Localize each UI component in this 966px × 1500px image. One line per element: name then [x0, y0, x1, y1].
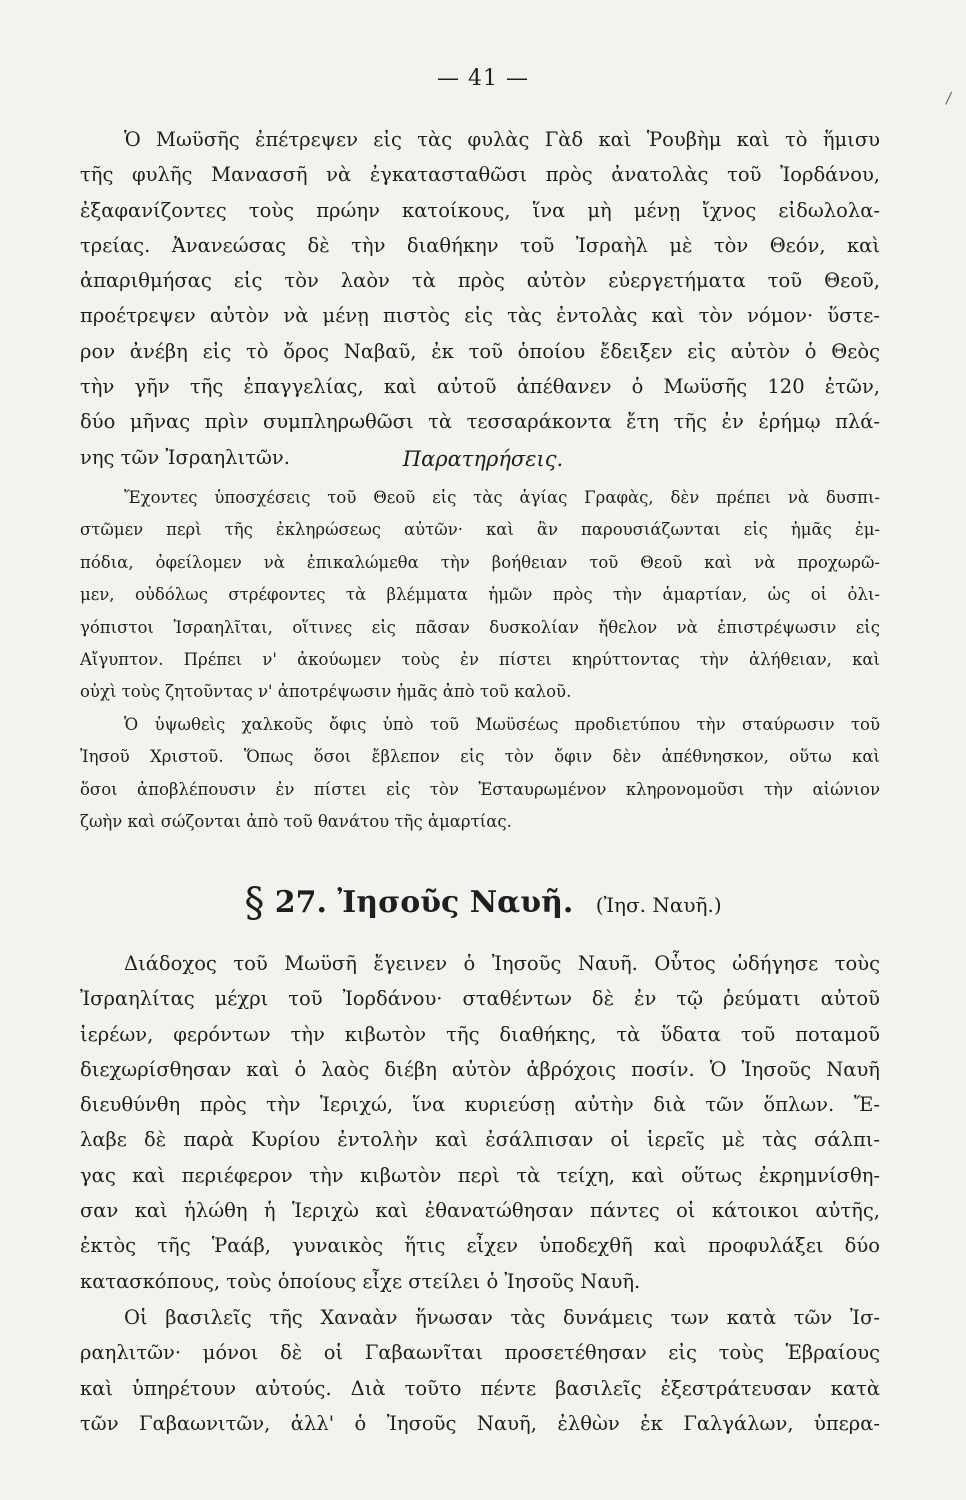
text-line: Αἴγυπτον. Πρέπει ν' ἀκούωμεν τοὺς ἐν πίστει κηρύττοντας τὴν ἀλήθειαν, καὶ: [80, 649, 880, 669]
text-line: προέτρεψεν αὐτὸν νὰ μένῃ πιστὸς εἰς τὰς ἐντολὰς καὶ τὸν νόμον· ὕστε-: [80, 304, 880, 328]
text-line: πόδια, ὀφείλομεν νὰ ἐπικαλώμεθα τὴν βοήθειαν τοῦ Θεοῦ καὶ νὰ προχωρῶ-: [80, 552, 880, 572]
margin-mark: [945, 92, 955, 107]
paragraph-moses: [80, 122, 880, 475]
text-line: ἐξαφανίζοντες τοὺς πρώην κατοίκους, ἵνα μὴ μένῃ ἴχνος εἰδωλολα-: [80, 198, 880, 222]
text-line: γόπιστοι Ἰσραηλῖται, οἵτινες εἰς πᾶσαν δυσκολίαν ἤθελον νὰ ἐπιστρέψωσιν εἰς: [80, 617, 880, 637]
text-line: Διάδοχος τοῦ Μωϋσῆ ἔγεινεν ὁ Ἰησοῦς Ναυῆ. Οὗτος ὡδήγησε τοὺς: [124, 952, 880, 975]
text-line: Ἰσραηλίτας μέχρι τοῦ Ἰορδάνου· σταθέντων δὲ ἐν τῷ ῥεύματι αὐτοῦ: [80, 987, 880, 1011]
text-line: δύο μῆνας πρὶν συμπληρωθῶσι τὰ τεσσαράκοντα ἔτη τῆς ἐν ἐρήμῳ πλά-: [80, 410, 880, 434]
text-line: Ἔχοντες ὑποσχέσεις τοῦ Θεοῦ εἰς τὰς ἁγίας Γραφὰς, δὲν πρέπει νὰ δυσπι-: [124, 488, 880, 507]
text-line: τῆς φυλῆς Μανασσῆ νὰ ἐγκατασταθῶσι πρὸς ἀνατολὰς τοῦ Ἰορδάνου,: [80, 163, 880, 187]
text-line: ραηλιτῶν· μόνοι δὲ οἱ Γαβαωνῖται προσετέθησαν εἰς τοὺς Ἑβραίους: [80, 1341, 880, 1365]
text-line: σαν καὶ ἡλώθη ἡ Ἱεριχὼ καὶ ἐθανατώθησαν πάντες οἱ κάτοικοι αὐτῆς,: [80, 1199, 880, 1223]
text-line: οὐχὶ τοὺς ζητοῦντας ν' ἀποτρέψωσιν ἡμᾶς ἀπὸ τοῦ καλοῦ.: [80, 682, 572, 702]
text-line: γας καὶ περιέφερον τὴν κιβωτὸν περὶ τὰ τείχη, καὶ οὕτως ἐκρημνίσθη-: [80, 1163, 880, 1187]
text-line: κατασκόπους, τοὺς ὁποίους εἶχε στείλει ὁ Ἰησοῦς Ναυῆ.: [80, 1269, 641, 1293]
observations-heading: Παρατηρήσεις.: [402, 447, 564, 471]
paragraph-kings: [80, 1300, 880, 1441]
text-line: τῶν Γαβαωνιτῶν, ἀλλ' ὁ Ἰησοῦς Ναυῆ, ἐλθὼν ἐκ Γαλγάλων, ὑπερα-: [80, 1411, 880, 1435]
text-line: μεν, οὐδόλως στρέφοντες τὰ βλέμματα ἡμῶν πρὸς τὴν ἁμαρτίαν, ὡς οἱ ὀλι-: [80, 585, 880, 605]
text-line: ἀπαριθμήσας εἰς τὸν λαὸν τὰ πρὸς αὐτὸν εὐεργετήματα τοῦ Θεοῦ,: [80, 269, 880, 293]
text-line: λαβε δὲ παρὰ Κυρίου ἐντολὴν καὶ ἐσάλπισαν οἱ ἱερεῖς μὲ τὰς σάλπι-: [80, 1128, 880, 1152]
text-line: καὶ ὑπηρέτουν αὐτούς. Διὰ τοῦτο πέντε βασιλεῖς ἐξεστράτευσαν κατὰ: [80, 1376, 880, 1400]
text-line: Ἰησοῦ Χριστοῦ. Ὅπως ὅσοι ἔβλεπον εἰς τὸν ὄφιν δὲν ἀπέθνησκον, οὕτω καὶ: [80, 747, 880, 767]
text-line: ζωὴν καὶ σώζονται ἀπὸ τοῦ θανάτου τῆς ἁμαρτίας.: [80, 811, 512, 831]
text-line: Οἱ βασιλεῖς τῆς Χαναὰν ἥνωσαν τὰς δυνάμεις των κατὰ τῶν Ἰσ-: [124, 1306, 880, 1329]
section-reference: (Ἰησ. Ναυῆ.): [595, 893, 722, 917]
section-title: Ἰησοῦς Ναυῆ.: [337, 885, 574, 920]
text-line: τρείας. Ἀνανεώσας δὲ τὴν διαθήκην τοῦ Ἰσραὴλ μὲ τὸν Θεόν, καὶ: [80, 233, 880, 257]
text-line: νης τῶν Ἰσραηλιτῶν.: [80, 445, 290, 469]
page-number: — 41 —: [437, 66, 529, 91]
observations-text: [80, 482, 880, 838]
text-line: τὴν γῆν τῆς ἐπαγγελίας, καὶ αὐτοῦ ἀπέθανεν ὁ Μωϋσῆς 120 ἐτῶν,: [80, 375, 880, 399]
text-line: ἐκτὸς τῆς Ῥαάβ, γυναικὸς ἥτις εἶχεν ὑποδεχθῆ καὶ προφυλάξει δύο: [80, 1234, 880, 1258]
text-line: ὅσοι ἀποβλέπουσιν ἐν πίστει εἰς τὸν Ἐσταυρωμένον κληρονομοῦσι τὴν αἰώνιον: [80, 779, 880, 799]
paragraph-joshua: [80, 946, 880, 1299]
text-line: ρον ἀνέβη εἰς τὸ ὄρος Ναβαῦ, ἐκ τοῦ ὁποίου ἔδειξεν εἰς αὐτὸν ὁ Θεὸς: [80, 339, 880, 363]
section-heading: [0, 880, 966, 926]
text-line: στῶμεν περὶ τῆς ἐκληρώσεως αὐτῶν· καὶ ἂν παρουσιάζωνται εἰς ἡμᾶς ἐμ-: [80, 520, 880, 540]
text-line: διευθύνθη πρὸς τὴν Ἱεριχώ, ἵνα κυριεύσῃ αὐτὴν διὰ τῶν ὅπλων. Ἔ-: [80, 1093, 880, 1117]
section-number: 27.: [274, 885, 327, 920]
text-line: Ὁ Μωϋσῆς ἐπέτρεψεν εἰς τὰς φυλὰς Γὰδ καὶ Ῥουβὴμ καὶ τὸ ἥμισυ: [124, 128, 880, 151]
text-line: διεχωρίσθησαν καὶ ὁ λαὸς διέβη αὐτὸν ἀβρόχοις ποσίν. Ὁ Ἰησοῦς Ναυῆ: [80, 1057, 880, 1081]
text-line: ἱερέων, φερόντων τὴν κιβωτὸν τῆς διαθήκης, τὰ ὕδατα τοῦ ποταμοῦ: [80, 1022, 880, 1046]
section-symbol: §: [244, 880, 265, 926]
text-line: Ὁ ὑψωθεὶς χαλκοῦς ὄφις ὑπὸ τοῦ Μωϋσέως προδιετύπου τὴν σταύρωσιν τοῦ: [124, 714, 880, 734]
